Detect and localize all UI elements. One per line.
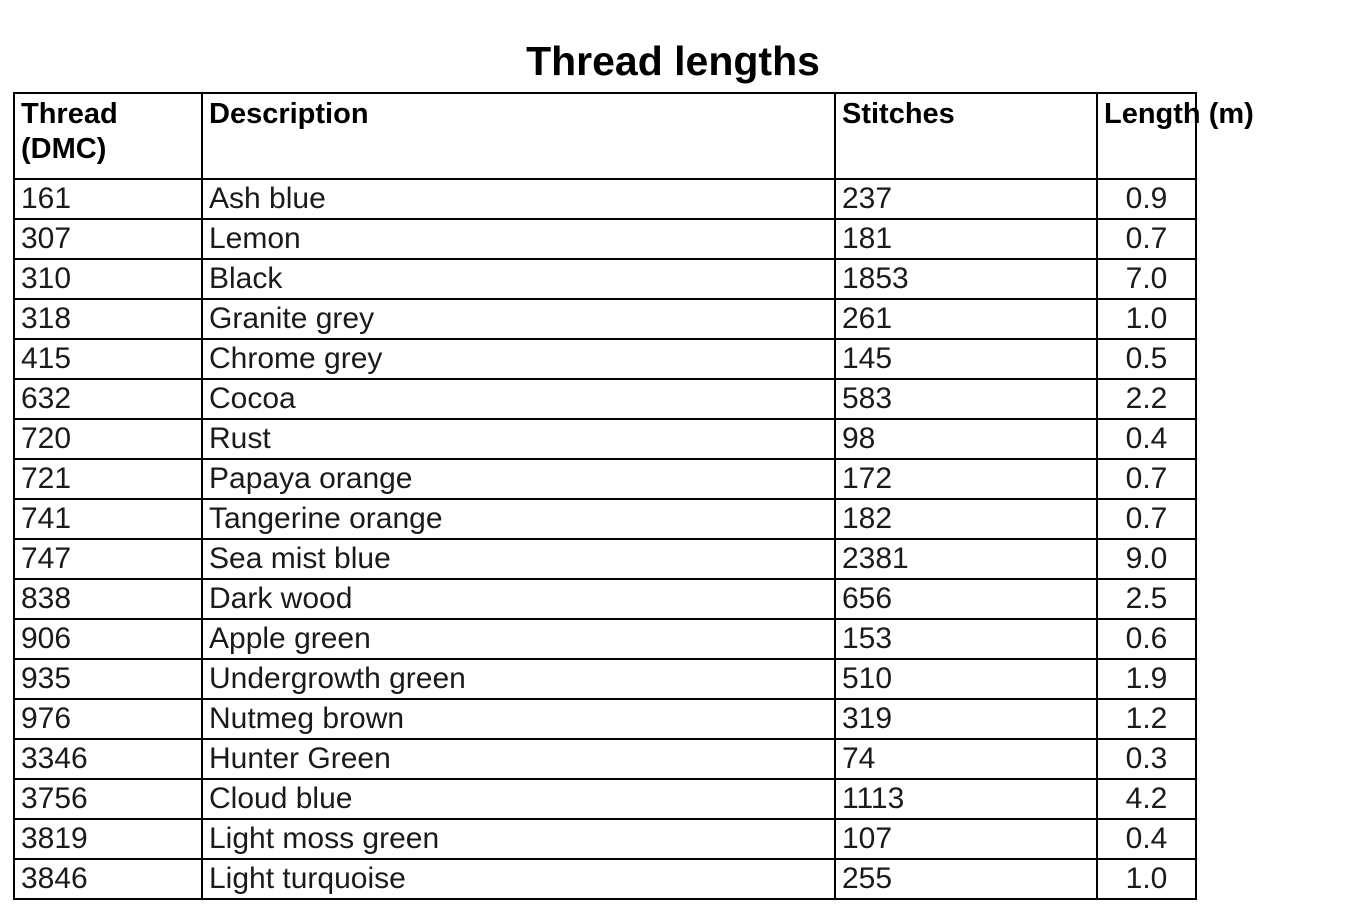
cell-thread-code: 741: [14, 499, 202, 539]
cell-stitches: 319: [835, 699, 1097, 739]
table-row: [14, 539, 1196, 579]
cell-stitches: 98: [835, 419, 1097, 459]
column-header-length: Length (m): [1097, 93, 1196, 179]
table-body: [14, 179, 1196, 899]
cell-description: Nutmeg brown: [202, 699, 835, 739]
cell-length: 2.5: [1097, 579, 1196, 619]
table-row: [14, 779, 1196, 819]
cell-stitches: 583: [835, 379, 1097, 419]
table-row: [14, 299, 1196, 339]
cell-stitches: 2381: [835, 539, 1097, 579]
header-row: [14, 93, 1196, 179]
column-header-description: Description: [202, 93, 835, 179]
cell-description: Chrome grey: [202, 339, 835, 379]
cell-description: Granite grey: [202, 299, 835, 339]
cell-thread-code: 3819: [14, 819, 202, 859]
cell-length: 0.3: [1097, 739, 1196, 779]
cell-description: Rust: [202, 419, 835, 459]
cell-length: 0.7: [1097, 459, 1196, 499]
table-row: [14, 859, 1196, 899]
column-header-stitches: Stitches: [835, 93, 1097, 179]
cell-length: 7.0: [1097, 259, 1196, 299]
cell-thread-code: 415: [14, 339, 202, 379]
cell-thread-code: 906: [14, 619, 202, 659]
cell-stitches: 255: [835, 859, 1097, 899]
cell-stitches: 1113: [835, 779, 1097, 819]
cell-thread-code: 838: [14, 579, 202, 619]
cell-description: Cocoa: [202, 379, 835, 419]
table-row: [14, 579, 1196, 619]
cell-description: Lemon: [202, 219, 835, 259]
cell-stitches: 172: [835, 459, 1097, 499]
cell-stitches: 510: [835, 659, 1097, 699]
table-header: [14, 93, 1254, 179]
table-row: [14, 699, 1196, 739]
cell-length: 9.0: [1097, 539, 1196, 579]
cell-length: 0.4: [1097, 819, 1196, 859]
table-row: [14, 819, 1196, 859]
cell-thread-code: 3846: [14, 859, 202, 899]
cell-stitches: 74: [835, 739, 1097, 779]
cell-description: Light turquoise: [202, 859, 835, 899]
cell-length: 2.2: [1097, 379, 1196, 419]
table-row: [14, 619, 1196, 659]
cell-stitches: 181: [835, 219, 1097, 259]
table-row: [14, 379, 1196, 419]
table-row: [14, 259, 1196, 299]
column-header-thread: Thread (DMC): [14, 93, 202, 179]
document-page: [0, 36, 1346, 900]
cell-description: Ash blue: [202, 179, 835, 219]
cell-thread-code: 161: [14, 179, 202, 219]
cell-thread-code: 3346: [14, 739, 202, 779]
cell-length: 0.9: [1097, 179, 1196, 219]
cell-thread-code: 720: [14, 419, 202, 459]
cell-stitches: 1853: [835, 259, 1097, 299]
cell-length: 1.0: [1097, 299, 1196, 339]
cell-description: Apple green: [202, 619, 835, 659]
cell-thread-code: 632: [14, 379, 202, 419]
cell-thread-code: 976: [14, 699, 202, 739]
thread-lengths-table: [13, 92, 1254, 900]
cell-length: 0.7: [1097, 499, 1196, 539]
cell-stitches: 656: [835, 579, 1097, 619]
cell-stitches: 237: [835, 179, 1097, 219]
table-row: [14, 339, 1196, 379]
cell-stitches: 261: [835, 299, 1097, 339]
cell-description: Light moss green: [202, 819, 835, 859]
cell-length: 1.2: [1097, 699, 1196, 739]
cell-description: Sea mist blue: [202, 539, 835, 579]
cell-length: 4.2: [1097, 779, 1196, 819]
table-row: [14, 659, 1196, 699]
cell-thread-code: 747: [14, 539, 202, 579]
cell-description: Papaya orange: [202, 459, 835, 499]
cell-stitches: 107: [835, 819, 1097, 859]
cell-thread-code: 935: [14, 659, 202, 699]
table-row: [14, 179, 1196, 219]
table-row: [14, 219, 1196, 259]
cell-stitches: 182: [835, 499, 1097, 539]
cell-length: 0.5: [1097, 339, 1196, 379]
table-row: [14, 499, 1196, 539]
cell-description: Black: [202, 259, 835, 299]
cell-length: 1.9: [1097, 659, 1196, 699]
cell-stitches: 153: [835, 619, 1097, 659]
cell-length: 1.0: [1097, 859, 1196, 899]
cell-thread-code: 307: [14, 219, 202, 259]
cell-description: Cloud blue: [202, 779, 835, 819]
cell-thread-code: 318: [14, 299, 202, 339]
cell-thread-code: 310: [14, 259, 202, 299]
cell-description: Tangerine orange: [202, 499, 835, 539]
cell-thread-code: 3756: [14, 779, 202, 819]
cell-stitches: 145: [835, 339, 1097, 379]
cell-length: 0.4: [1097, 419, 1196, 459]
cell-length: 0.6: [1097, 619, 1196, 659]
page-title: Thread lengths: [526, 38, 820, 84]
table-row: [14, 739, 1196, 779]
table-row: [14, 419, 1196, 459]
cell-description: Dark wood: [202, 579, 835, 619]
cell-thread-code: 721: [14, 459, 202, 499]
cell-description: Undergrowth green: [202, 659, 835, 699]
cell-description: Hunter Green: [202, 739, 835, 779]
table-row: [14, 459, 1196, 499]
cell-length: 0.7: [1097, 219, 1196, 259]
